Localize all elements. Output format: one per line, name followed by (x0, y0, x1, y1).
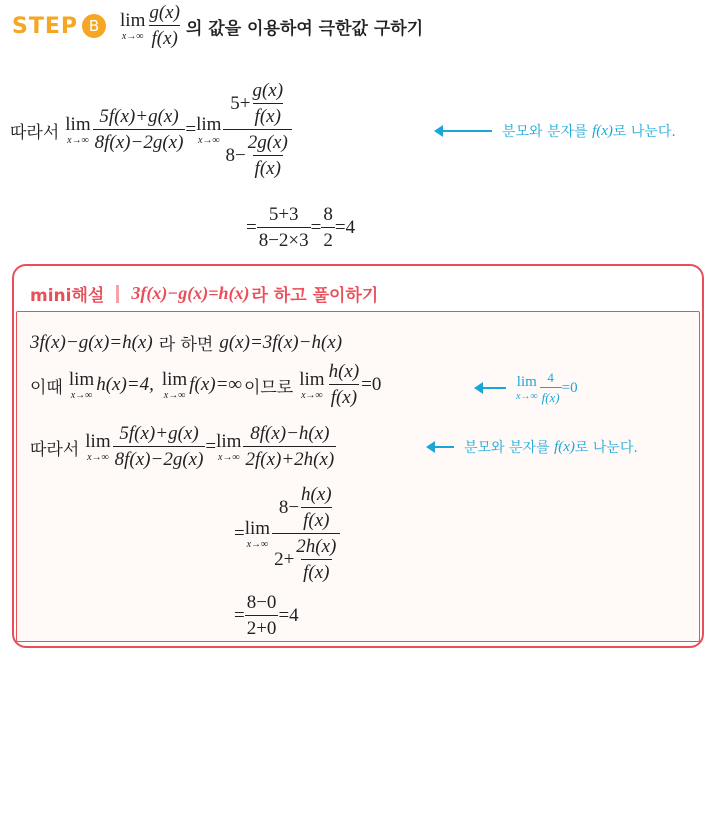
note-divide: 분모와 분자를 f(x) 로 나눈다. (436, 121, 676, 141)
left-arrow-icon (476, 387, 506, 389)
limit-operator: lim x→∞ (65, 113, 91, 146)
fraction: $\frac{g(x)}{f(x)}$ (149, 2, 180, 49)
fraction: $\frac{8-0}{2+0}$ (246, 592, 277, 639)
prefix-text: 따라서 (10, 122, 60, 143)
mini-line-1: 3f(x)−g(x)=h(x) 라 하면 g(x)=3f(x)−h(x) (30, 331, 343, 355)
complex-fraction: 8− $\frac{h(x)}{f(x)}$ 2+ $\frac{2h(x)}{f(x)}$ (272, 484, 340, 584)
mini-line-4: = lim x→∞ 8− $\frac{h(x)}{f(x)}$ 2+ $\frac{2h(x)}{f(x)}$ (234, 482, 340, 586)
complex-fraction: 5+ $\frac{g(x)}{f(x)}$ 8− $\frac{2g(x)}{f(x)}$ (223, 80, 291, 180)
limit-operator: lim x→∞ (516, 373, 538, 402)
lhs-fraction: $\frac{5f(x)+g(x)}{8f(x)-2g(x)}$ (94, 106, 184, 153)
limit-operator: lim x→∞ (196, 113, 222, 146)
fraction: $\frac{5f(x)+g(x)}{8f(x)-2g(x)}$ (114, 423, 204, 470)
limit-operator: lim x→∞ (120, 9, 146, 42)
limit-operator: lim x→∞ (68, 368, 95, 401)
mini-line-5: = $\frac{8-0}{2+0}$ =4 (234, 592, 299, 639)
limit-operator: lim x→∞ (244, 517, 271, 550)
step-title: 의 값을 이용하여 극한값 구하기 (185, 18, 424, 39)
fraction: $\frac{5+3}{8-2\times 3}$ (258, 204, 309, 251)
step-badge: B (82, 14, 106, 38)
equals: = (185, 119, 197, 140)
step-label: STEP (12, 13, 79, 39)
fraction: $\frac{8}{2}$ (323, 204, 333, 251)
note-limit: lim x→∞ $\frac{4}{f(x)}$ =0 (476, 370, 578, 406)
step-header (12, 2, 423, 50)
fraction: $\frac{4}{f(x)}$ (541, 370, 560, 405)
limit-operator: lim x→∞ (161, 368, 188, 401)
note-divide-2: 분모와 분자를 f(x) 로 나눈다. (428, 437, 638, 457)
left-arrow-icon (436, 130, 492, 132)
mini-line-2: 이때 lim x→∞ h(x)=4, lim x→∞ f(x)=∞ 이므로 lim x→∞ $\frac{h(x)}{f(x)}$ =0 (30, 361, 382, 408)
fraction: $\frac{h(x)}{f(x)}$ (328, 361, 360, 408)
limit-operator: lim x→∞ (216, 430, 242, 463)
limit-operator: lim x→∞ (299, 368, 325, 401)
main-result: = $\frac{5+3}{8-2\times 3}$ = $\frac{8}{2}$ =4 (246, 204, 356, 251)
mini-line-3: 따라서 lim x→∞ $\frac{5f(x)+g(x)}{8f(x)-2g(x)}$ = lim x→∞ $\frac{8f(x)-h(x)}{2f(x)+2h(x)}$ (30, 423, 335, 470)
limit-operator: lim x→∞ (85, 430, 111, 463)
left-arrow-icon (428, 446, 454, 448)
mini-title: mini해설 3f(x)−g(x)=h(x) 라 하고 풀이하기 (30, 283, 379, 306)
header-formula (120, 2, 182, 50)
main-equation (10, 70, 292, 190)
divider (116, 285, 119, 303)
fraction: $\frac{8f(x)-h(x)}{2f(x)+2h(x)}$ (245, 423, 335, 470)
